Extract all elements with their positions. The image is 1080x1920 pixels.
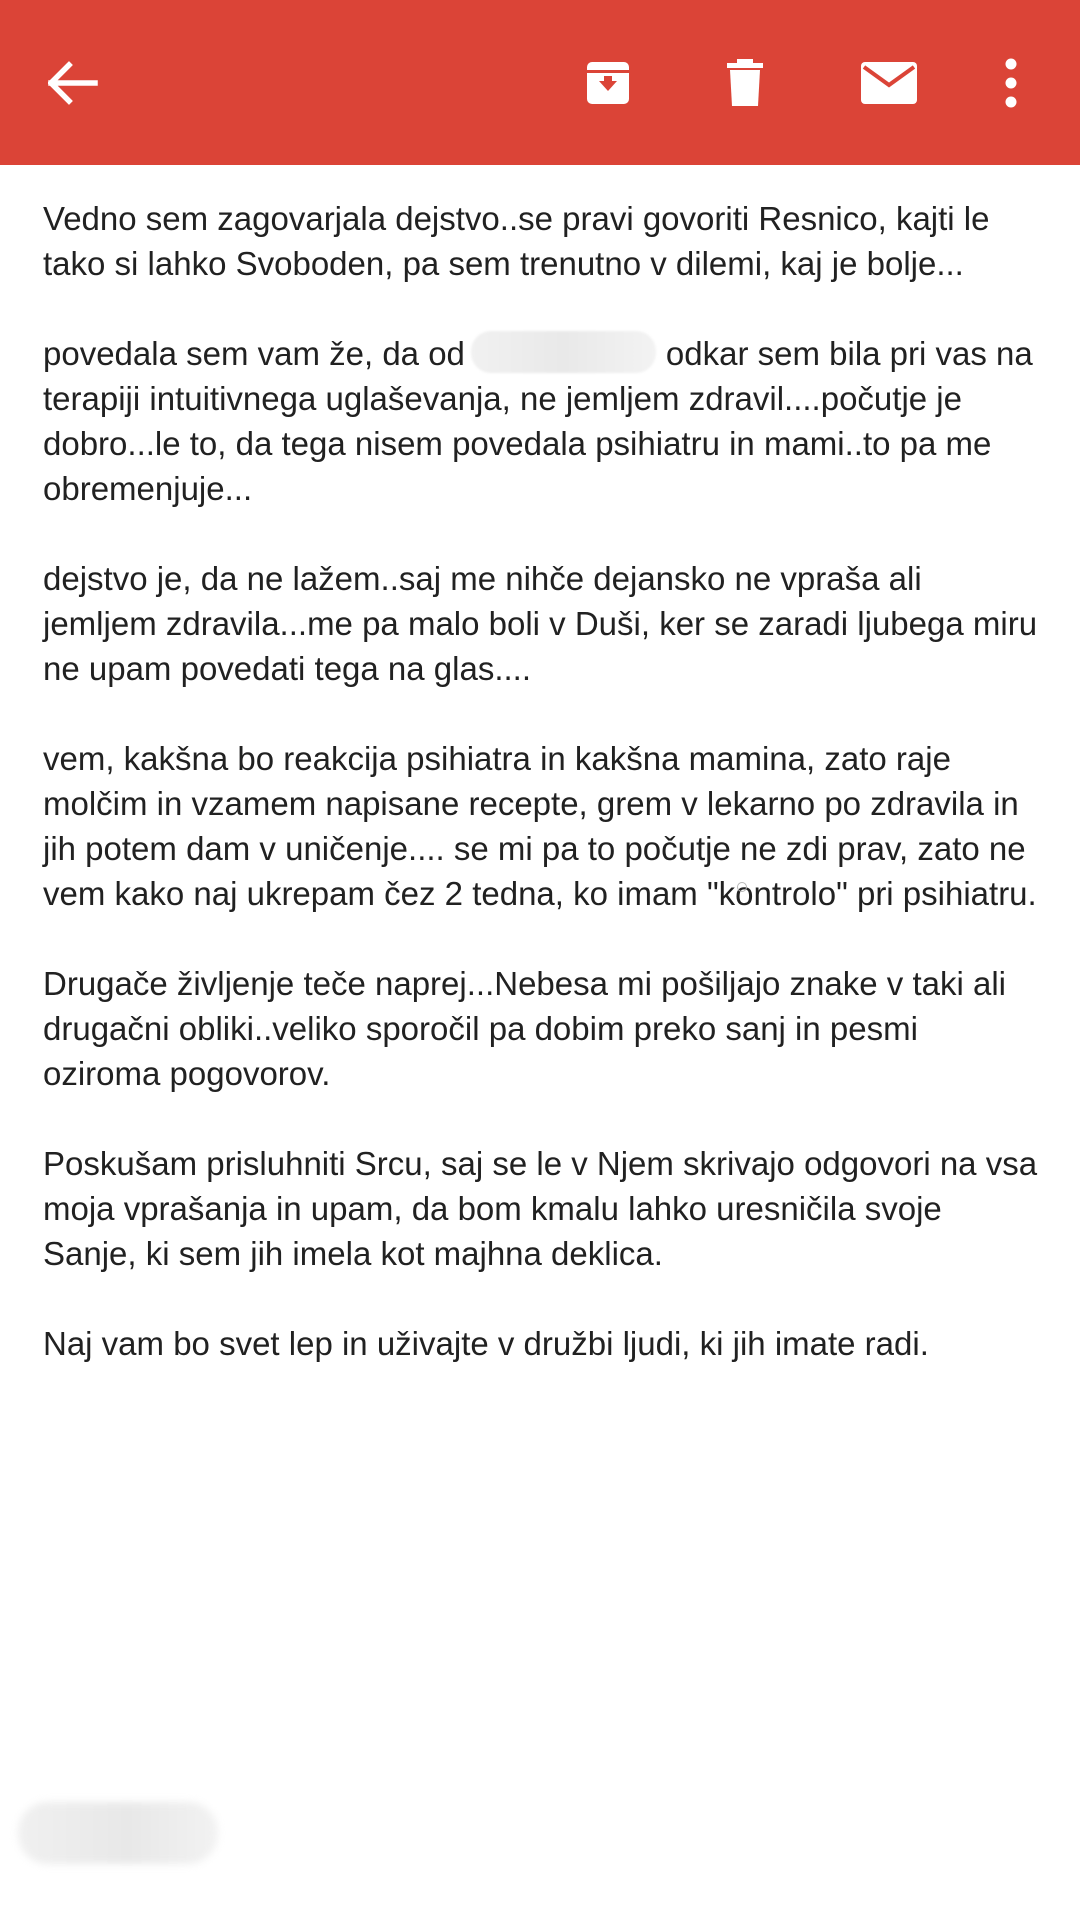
message-paragraph-5: Drugače življenje teče naprej...Nebesa mi pošiljajo znake v taki ali drugačni obliki..veliko sporočil pa dobim preko sanj in pesmi oziroma pogovorov. [43,965,1006,1092]
message-paragraph-2 [43,331,1043,511]
redacted-date [471,331,656,373]
trash-icon [725,58,765,108]
app-toolbar [0,0,1080,165]
mail-icon [860,61,918,105]
redacted-signature [18,1802,218,1864]
message-paragraph-3: dejstvo je, da ne lažem..saj me nihče dejansko ne vpraša ali jemljem zdravila...me pa malo boli v Duši, ker se zaradi ljubega miru ne upam povedati tega na glas.... [43,560,1038,687]
message-paragraph-1: Vedno sem zagovarjala dejstvo..se pravi govoriti Resnico, kajti le tako si lahko Svoboden, pa sem trenutno v dilemi, kaj je bolje... [43,200,990,282]
delete-button[interactable] [700,38,790,128]
message-paragraph-4: vem, kakšna bo reakcija psihiatra in kakšna mamina, zato raje molčim in vzamem napisane recepte, grem v lekarno po zdravila in jih potem dam v uničenje.... se mi pa to počutje ne zdi prav, zato ne vem kako naj ukrepam čez 2 tedna, ko imam "kontrolo" pri psihiatru. [43,740,1037,912]
archive-icon [585,60,631,106]
archive-button[interactable] [563,38,653,128]
paragraph-2-end: odkar sem bila pri vas na terapiji intuitivnega uglaševanja, ne jemljem zdravil....počutje je dobro...le to, da tega nisem povedala psihiatru in mami..to pa me obremenjuje... [43,335,1033,507]
back-button[interactable] [28,38,118,128]
message-paragraph-6: Poskušam prisluhniti Srcu, saj se le v Njem skrivajo odgovori na vsa moja vprašanja in upam, da bom kmalu lahko uresničila svoje Sanje, ki sem jih imela kot majhna deklica. [43,1145,1038,1272]
mark-unread-button[interactable] [844,38,934,128]
small-circle-marker [737,882,747,892]
paragraph-2-start: povedala sem vam že, da od [43,335,465,372]
more-vert-icon [1004,58,1018,108]
message-body [43,196,1043,1411]
back-arrow-icon [48,61,98,105]
more-options-button[interactable] [966,38,1056,128]
message-paragraph-7: Naj vam bo svet lep in uživajte v družbi ljudi, ki jih imate radi. [43,1325,929,1362]
